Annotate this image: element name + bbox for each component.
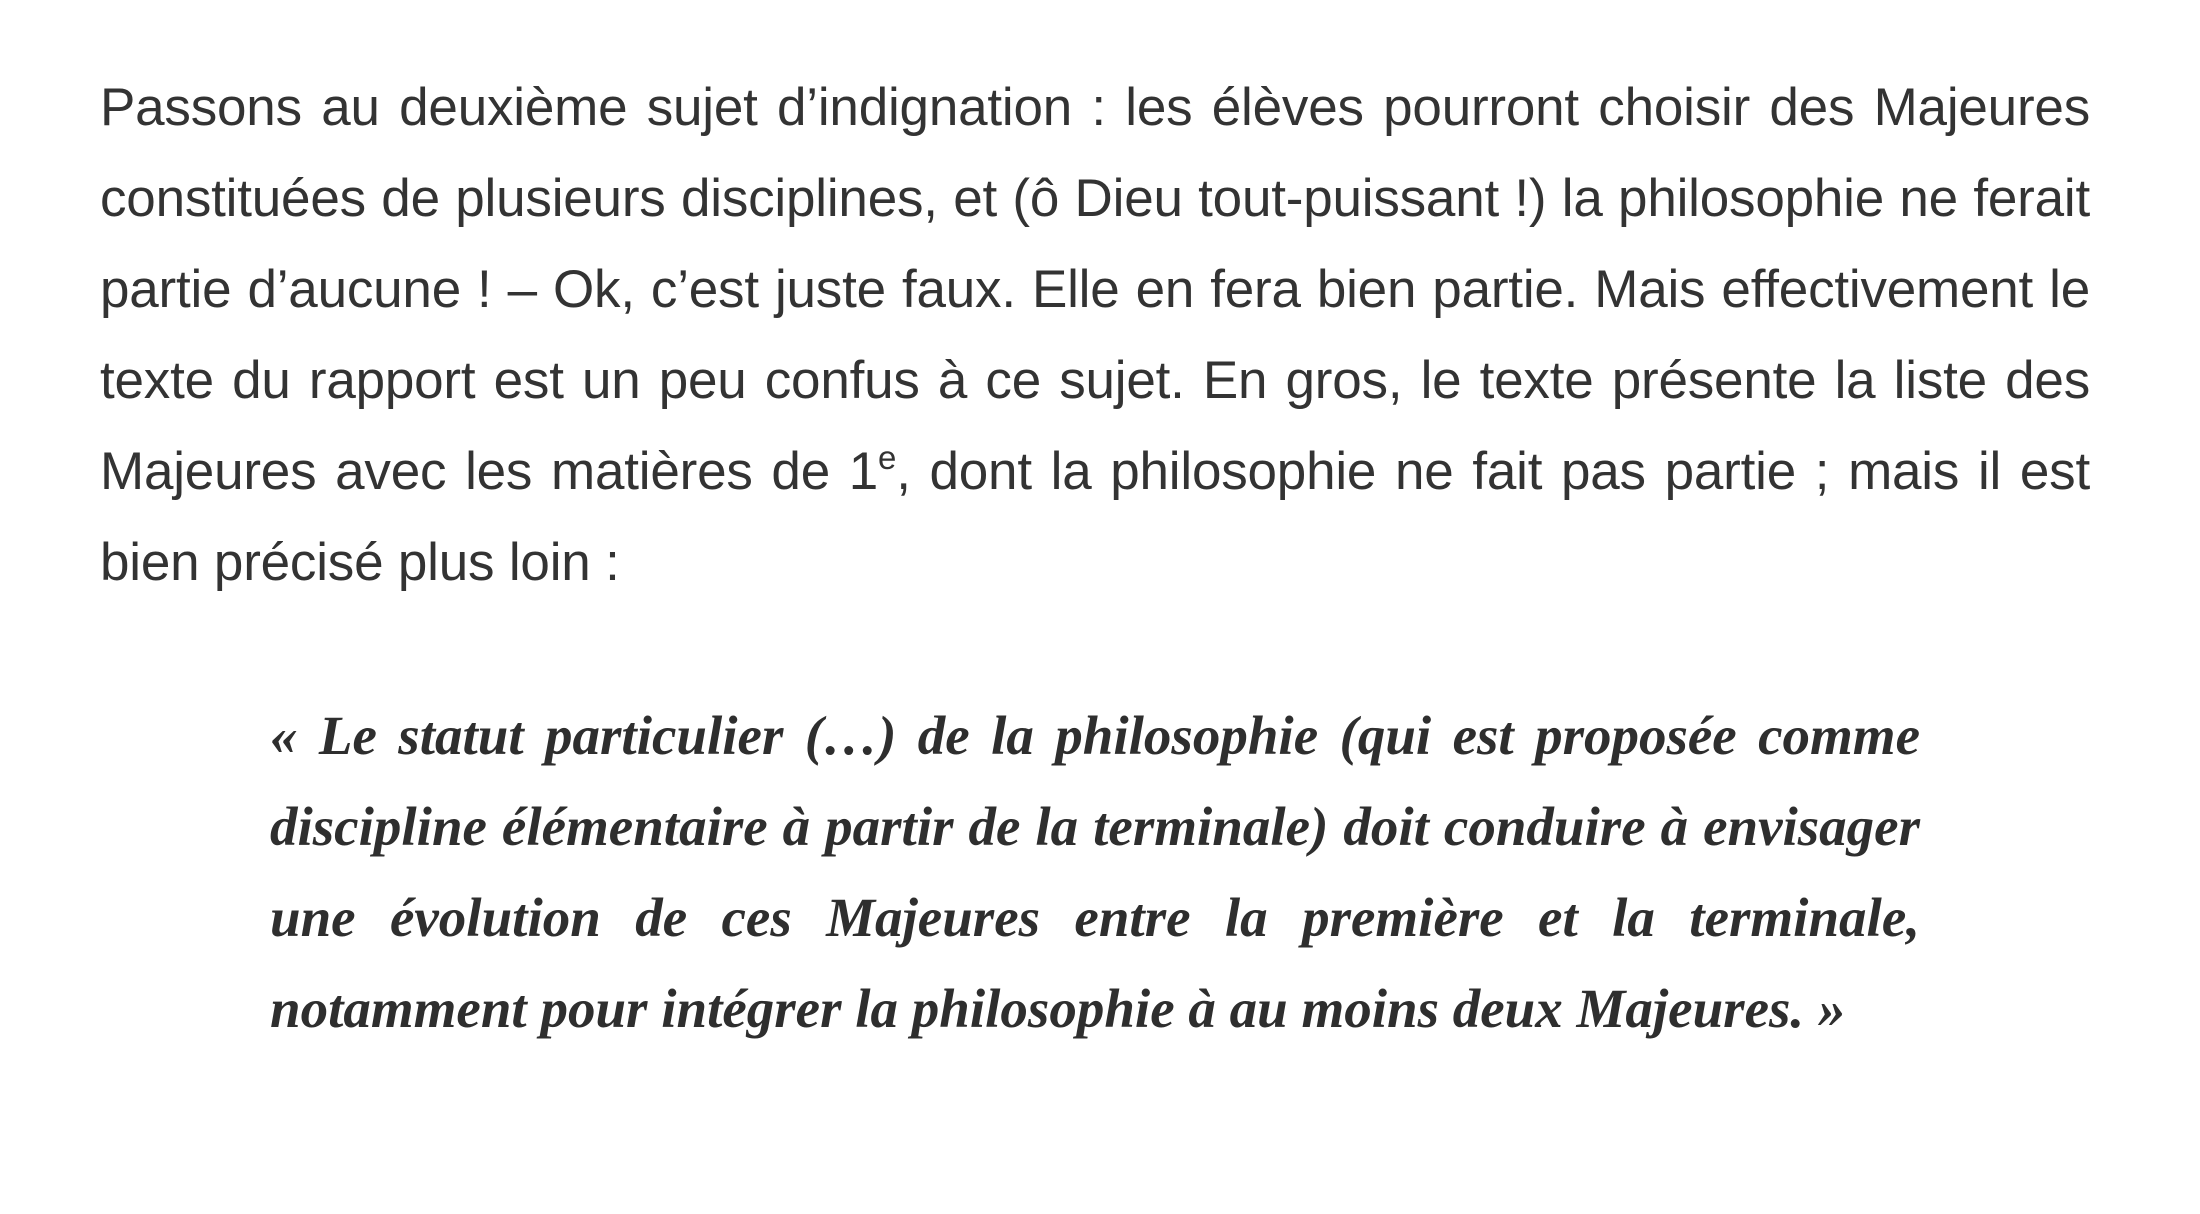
body-paragraph	[100, 62, 2090, 608]
paragraph-text-part-2: , dont la philosophie ne fait pas partie ; mais il est bien précisé plus loin :	[100, 442, 2090, 592]
block-quote: « Le statut particulier (…) de la philosophie (qui est proposée comme discipline élémentaire à partir de la terminale) doit conduire à envisager une évolution de ces Majeures entre la première et la terminale, notamment pour intégrer la philosophie à au moins deux Majeures. »	[270, 705, 1920, 1039]
paragraph-text-part-1: Passons au deuxième sujet d’indignation : les élèves pourront choisir des Majeures constituées de plusieurs disciplines, et (ô Dieu tout-puissant !) la philosophie ne ferait partie d’aucune ! – Ok, c’est juste faux. Elle en fera bien partie. Mais effectivement le texte du rapport est un peu confus à ce sujet. En gros, le texte présente la liste des Majeures avec les matières de 1	[100, 78, 2090, 501]
superscript-e: e	[878, 439, 897, 476]
